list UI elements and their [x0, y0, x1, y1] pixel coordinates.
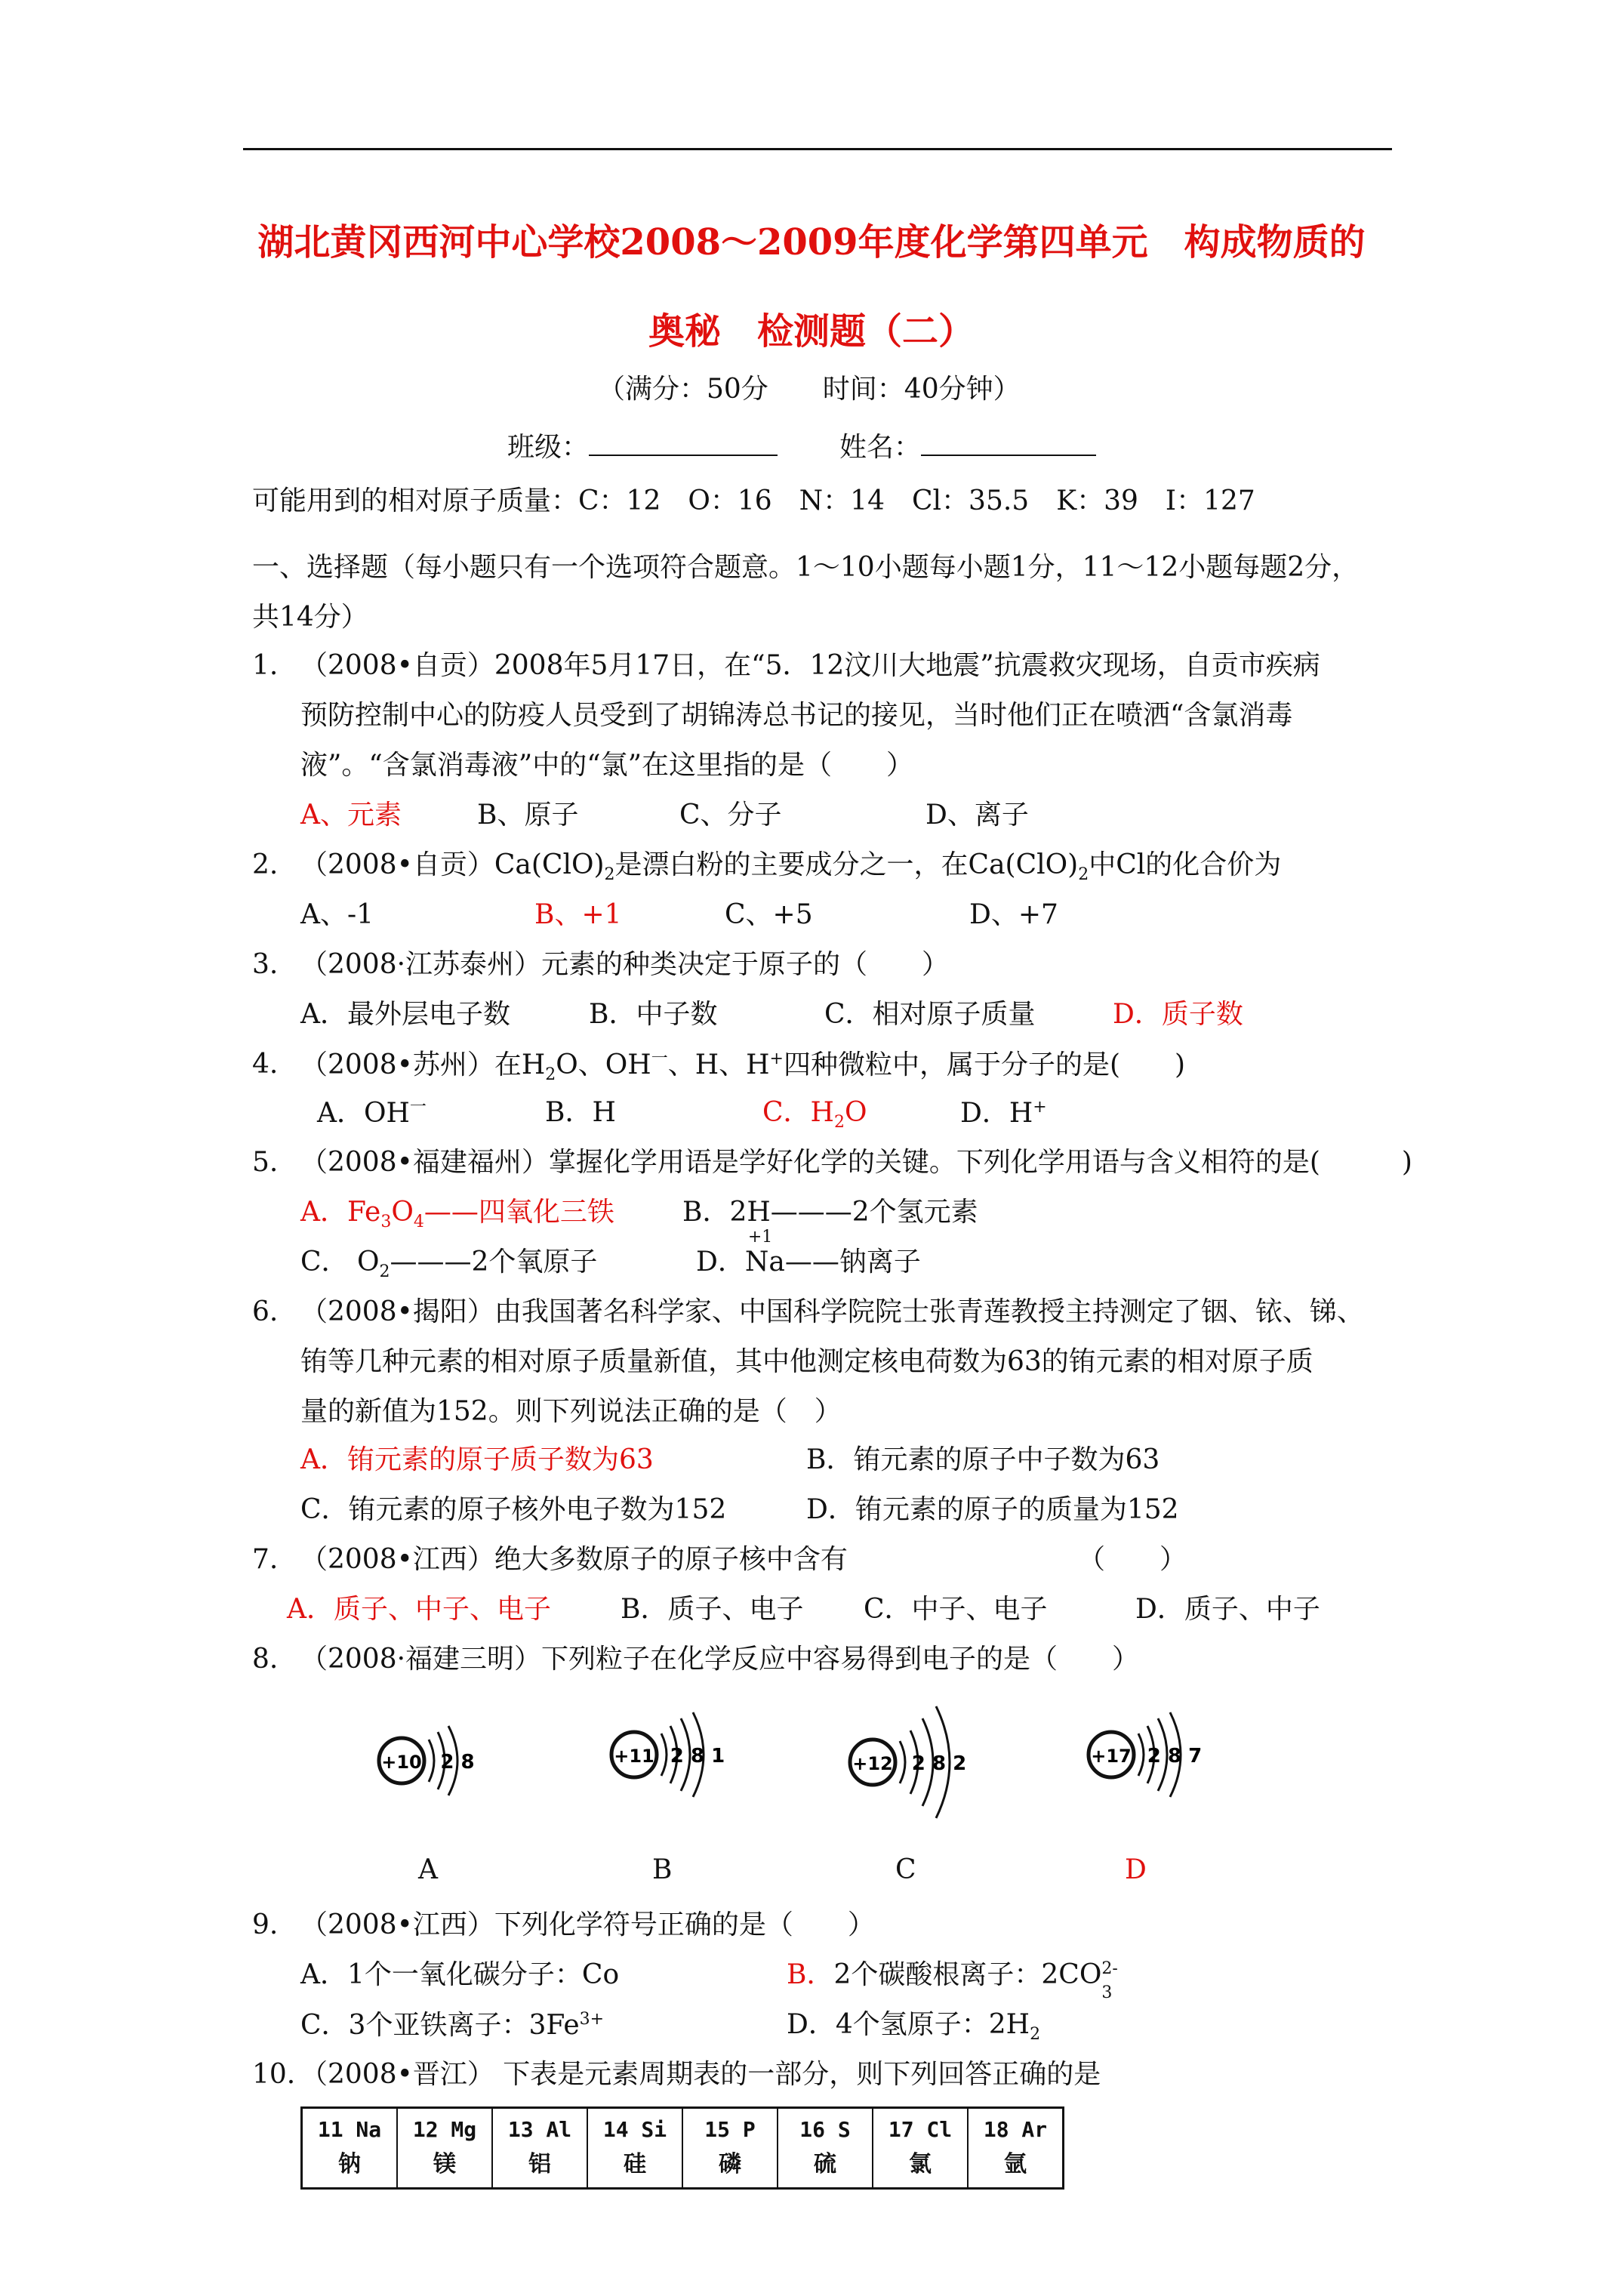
- q1-option-a: A、元素: [300, 800, 402, 831]
- q6-number: 6.: [252, 1296, 279, 1327]
- class-field[interactable]: [507, 432, 778, 461]
- atom-d-nucleus: +17: [1091, 1746, 1132, 1767]
- q9-option-a: A．1个一氧化碳分子：Co: [300, 1959, 620, 1990]
- q3-option-c: C．相对原子质量: [824, 999, 1036, 1030]
- q8-number: 8.: [252, 1644, 279, 1675]
- name-blank[interactable]: [921, 432, 1096, 456]
- q9-option-d: D．4个氢原子：$2H_2$: [787, 2009, 1041, 2045]
- q10-stem: （2008•晋江） 下表是元素周期表的一部分，则下列回答正确的是: [300, 2059, 1101, 2090]
- header-rule: [243, 148, 1392, 150]
- q10-number: 10.: [252, 2059, 296, 2090]
- q3-option-b: B．中子数: [589, 999, 718, 1030]
- name-field[interactable]: [839, 432, 1096, 461]
- atom-a-nucleus: +10: [381, 1752, 422, 1773]
- element-cell: 17 Cl 氯: [873, 2108, 968, 2189]
- atomic-masses: 可能用到的相对原子质量：C：12 O：16 N：14 Cl：35.5 K：39 I：127: [252, 485, 1255, 516]
- q5-option-c: C． $O_2———2$个氧原子: [300, 1247, 598, 1282]
- q3-number: 3.: [252, 949, 279, 980]
- q5-stem: （2008•福建福州）掌握化学用语是学好化学的关键。下列化学用语与含义相符的是( ): [300, 1147, 1412, 1178]
- q9-number: 9.: [252, 1909, 279, 1940]
- element-cell: 12 Mg 镁: [397, 2108, 492, 2189]
- q7-option-c: C．中子、电子: [864, 1594, 1048, 1625]
- class-label: 班级：: [507, 432, 590, 463]
- atom-label-c: C: [895, 1854, 916, 1885]
- q1-number: 1.: [252, 650, 279, 681]
- element-cell: 13 Al 铝: [492, 2108, 587, 2189]
- atom-diagram-a: [370, 1706, 491, 1812]
- q4-option-d: D．H+: [960, 1098, 1047, 1129]
- q6-line1: （2008•揭阳）由我国著名科学家、中国科学院院士张青莲教授主持测定了铟、铱、锑、: [300, 1296, 1364, 1327]
- atom-label-d: D: [1125, 1854, 1147, 1885]
- q7-number: 7.: [252, 1544, 279, 1575]
- q4-stem: （2008•苏州）在$H_2O$、$OH^一$、H、H+四种微粒中，属于分子的是( ): [300, 1049, 1186, 1085]
- atom-diagram-b: [604, 1696, 740, 1809]
- exam-title-line1: 湖北黄冈西河中心学校2008～2009年度化学第四单元 构成物质的: [257, 221, 1366, 264]
- q5-option-a: A．$Fe_3O_4——$四氧化三铁: [300, 1197, 614, 1232]
- q7-stem: （2008•江西）绝大多数原子的原子核中含有: [300, 1544, 848, 1575]
- atom-b-nucleus: +11: [614, 1746, 654, 1767]
- section1-heading-line2: 共14分）: [252, 602, 368, 633]
- q7-option-a: A．质子、中子、电子: [287, 1594, 551, 1625]
- q4-option-a: A．$OH^一$: [317, 1098, 427, 1129]
- exam-title-line2: 奥秘 检测题（二）: [648, 310, 975, 353]
- element-cell: 14 Si 硅: [587, 2108, 682, 2189]
- atom-a-shells: 2 8: [440, 1751, 475, 1774]
- atom-label-a: A: [418, 1854, 438, 1885]
- q2-option-d: D、+7: [969, 899, 1058, 930]
- q2-option-a: A、-1: [300, 899, 374, 930]
- atom-diagram-d: [1081, 1696, 1217, 1809]
- atom-label-b: B: [652, 1854, 673, 1885]
- element-cell: 18 Ar 氩: [968, 2108, 1064, 2189]
- q6-option-a: A．铕元素的原子质子数为63: [300, 1444, 654, 1475]
- q9-option-b: B．2个碳酸根离子：2CO 2- 3: [787, 1959, 1118, 2002]
- q1-option-c: C、分子: [679, 800, 782, 831]
- score-time: （满分：50分 时间：40分钟）: [598, 374, 1021, 405]
- q5-number: 5.: [252, 1147, 279, 1178]
- q2-number: 2.: [252, 849, 279, 880]
- q6-option-d: D．铕元素的原子的质量为152: [806, 1494, 1179, 1525]
- q1-option-b: B、原子: [477, 800, 579, 831]
- q2-option-b: B、+1: [534, 899, 622, 930]
- q9-option-c: C．3个亚铁离子：$3Fe^{3+}$: [300, 2010, 605, 2041]
- name-label: 姓名：: [839, 432, 922, 463]
- q5-option-d: D． +1 Na——钠离子: [696, 1228, 921, 1277]
- section1-heading-line1: 一、选择题（每小题只有一个选项符合题意。1～10小题每小题1分，11～12小题每题2分，: [252, 552, 1360, 583]
- atom-b-shells: 2 8 1: [670, 1745, 725, 1767]
- q9-stem: （2008•江西）下列化学符号正确的是（ ）: [300, 1909, 875, 1940]
- q2-stem: （2008•自贡）$Ca(ClO)_2$是漂白粉的主要成分之一，在$Ca(ClO)_2$中Cl的化合价为: [300, 849, 1282, 885]
- q1-line1: （2008•自贡）2008年5月17日，在“5．12汶川大地震”抗震救灾现场，自贡市疾病: [300, 650, 1320, 681]
- q8-stem: （2008·福建三明）下列粒子在化学反应中容易得到电子的是（ ）: [300, 1644, 1140, 1675]
- q4-number: 4.: [252, 1049, 279, 1080]
- q1-line3: 液”。“含氯消毒液”中的“氯”在这里指的是（ ）: [300, 750, 914, 781]
- class-blank[interactable]: [589, 432, 778, 456]
- q7-option-d: D．质子、中子: [1135, 1594, 1320, 1625]
- q4-option-b: B．H: [545, 1097, 616, 1128]
- q1-line2: 预防控制中心的防疫人员受到了胡锦涛总书记的接见，当时他们正在喷洒“含氯消毒: [300, 700, 1293, 731]
- atom-diagram-c: [842, 1696, 978, 1832]
- atom-d-shells: 2 8 7: [1147, 1745, 1203, 1767]
- q7-paren: （ ）: [1078, 1544, 1187, 1575]
- q3-option-a: A．最外层电子数: [300, 999, 510, 1030]
- q2-option-c: C、+5: [725, 899, 813, 930]
- q6-line2: 铕等几种元素的相对原子质量新值，其中他测定核电荷数为63的铕元素的相对原子质: [300, 1346, 1313, 1377]
- q6-option-c: C．铕元素的原子核外电子数为152: [300, 1494, 727, 1525]
- q6-line3: 量的新值为152。则下列说法正确的是（ ）: [300, 1396, 842, 1427]
- element-cell: 11 Na 钠: [302, 2108, 398, 2189]
- atom-c-shells: 2 8 2: [911, 1752, 967, 1775]
- element-cell: 15 P 磷: [682, 2108, 778, 2189]
- q3-option-d: D．质子数: [1113, 999, 1243, 1030]
- atom-c-nucleus: +12: [852, 1753, 893, 1774]
- q7-option-b: B．质子、电子: [621, 1594, 804, 1625]
- periodic-table-fragment: [300, 2106, 1064, 2190]
- q4-option-c: C．$H_2O$: [762, 1097, 867, 1133]
- q6-option-b: B．铕元素的原子中子数为63: [806, 1444, 1160, 1475]
- element-cell: 16 S 硫: [778, 2108, 873, 2189]
- q1-option-d: D、离子: [925, 800, 1029, 831]
- q3-stem: （2008·江苏泰州）元素的种类决定于原子的（ ）: [300, 949, 950, 980]
- q5-option-b: B．2H———2个氢元素: [682, 1197, 978, 1228]
